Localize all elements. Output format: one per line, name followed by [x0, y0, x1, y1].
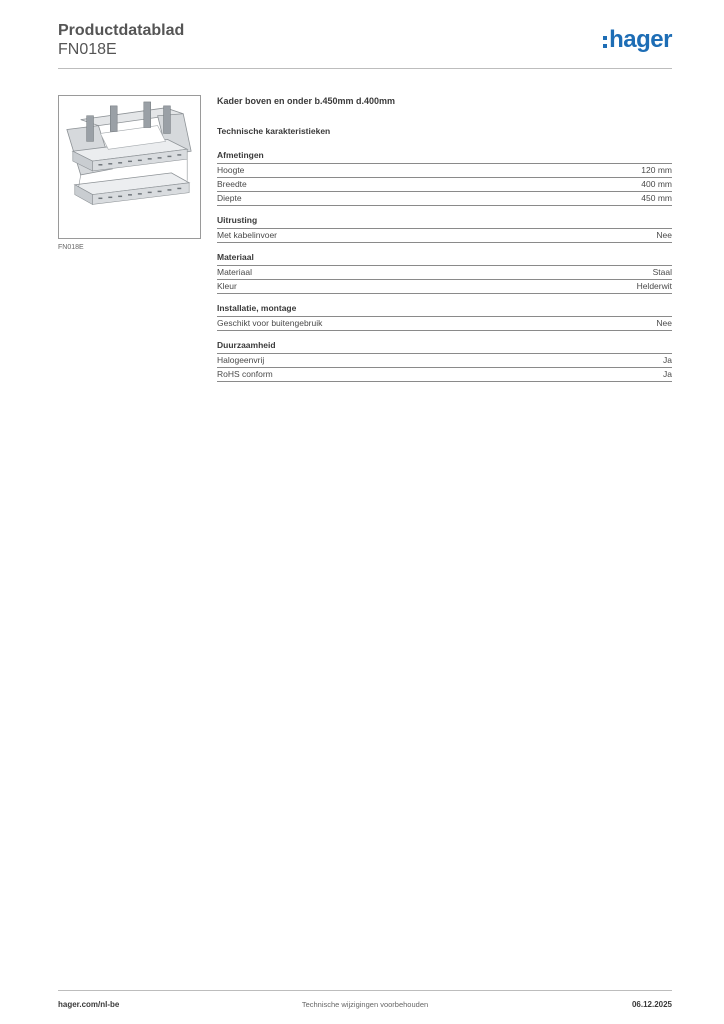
spec-value: Helderwit — [636, 281, 672, 291]
group-title: Duurzaamheid — [217, 340, 672, 354]
spec-label: Hoogte — [217, 165, 245, 175]
page-header — [58, 22, 672, 69]
spec-row — [217, 317, 672, 331]
spec-value: Nee — [656, 230, 672, 240]
image-caption: FN018E — [58, 244, 84, 251]
spec-value: Nee — [656, 318, 672, 328]
logo-text: hager — [609, 26, 672, 53]
spec-row — [217, 280, 672, 294]
spec-value: 120 mm — [641, 165, 672, 175]
footer-disclaimer: Technische wijzigingen voorbehouden — [301, 1000, 429, 1009]
group-title: Materiaal — [217, 252, 672, 266]
group-title: Afmetingen — [217, 150, 672, 164]
section-heading: Technische karakteristieken — [217, 126, 331, 136]
product-image — [58, 95, 201, 239]
page-footer — [58, 990, 672, 1010]
spec-value: Ja — [663, 355, 672, 365]
product-name: Kader boven en onder b.450mm d.400mm — [217, 96, 396, 106]
footer-date: 06.12.2025 — [631, 1000, 672, 1009]
specifications-panel — [217, 96, 672, 382]
document-title: Productdatablad — [58, 22, 185, 39]
spec-label: Diepte — [217, 193, 242, 203]
spec-row — [217, 368, 672, 382]
logo-dots-icon — [603, 36, 607, 48]
hager-logo — [603, 28, 672, 52]
spec-value: 450 mm — [641, 193, 672, 203]
spec-row — [217, 192, 672, 206]
spec-label: Materiaal — [217, 267, 252, 277]
spec-label: Geschikt voor buitengebruik — [217, 318, 323, 328]
spec-value: 400 mm — [641, 179, 672, 189]
product-code: FN018E — [58, 41, 117, 58]
group-title: Uitrusting — [217, 215, 672, 229]
spec-group-uitrusting — [217, 215, 672, 243]
spec-row — [217, 164, 672, 178]
spec-row — [217, 229, 672, 243]
spec-group-duurzaamheid — [217, 340, 672, 382]
spec-group-afmetingen — [217, 150, 672, 206]
spec-row — [217, 178, 672, 192]
spec-label: Kleur — [217, 281, 237, 291]
spec-value: Ja — [663, 369, 672, 379]
spec-row — [217, 354, 672, 368]
footer-website-link[interactable]: hager.com/nl-be — [58, 1000, 120, 1009]
spec-value: Staal — [652, 267, 672, 277]
spec-group-installatie — [217, 303, 672, 331]
spec-label: Met kabelinvoer — [217, 230, 278, 240]
spec-label: Halogeenvrij — [217, 355, 265, 365]
spec-row — [217, 266, 672, 280]
metal-frame-icon — [59, 96, 200, 238]
spec-group-materiaal — [217, 252, 672, 294]
group-title: Installatie, montage — [217, 303, 672, 317]
spec-label: RoHS conform — [217, 369, 273, 379]
spec-label: Breedte — [217, 179, 247, 189]
